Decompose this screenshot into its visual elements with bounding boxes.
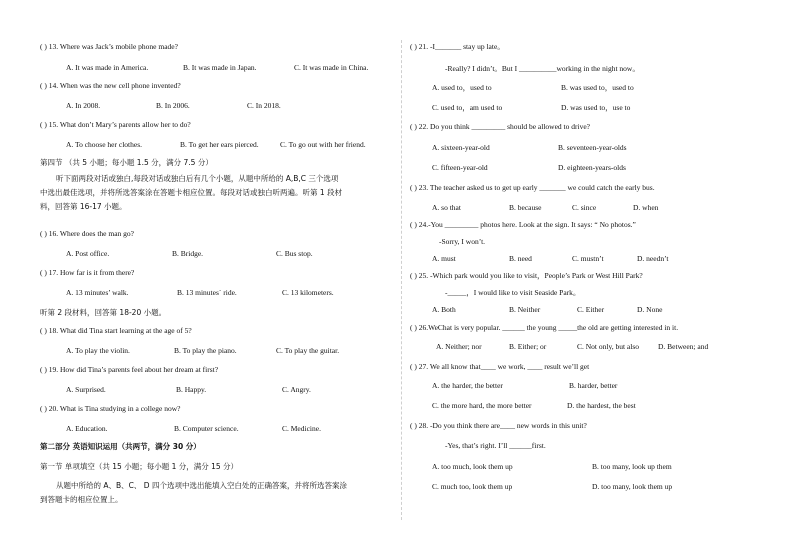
column-divider bbox=[401, 40, 402, 520]
q17-option-c: C. 13 kilometers. bbox=[282, 288, 334, 297]
q15-option-c: C. To go out with her friend. bbox=[280, 140, 366, 149]
q20-option-b: B. Computer science. bbox=[174, 424, 239, 433]
q16-option-a: A. Post office. bbox=[66, 249, 110, 258]
q22-option-a: A. sixteen-year-old bbox=[432, 143, 490, 152]
q25-option-a: A. Both bbox=[432, 305, 456, 314]
question-24-stem-2: -Sorry, I won’t. bbox=[439, 237, 486, 246]
q19-option-a: A. Surprised. bbox=[66, 385, 106, 394]
q25-option-d: D. None bbox=[637, 305, 663, 314]
q17-option-a: A. 13 minutes’ walk. bbox=[66, 288, 129, 297]
question-14-stem: ( ) 14. When was the new cell phone invented? bbox=[40, 81, 181, 90]
q24-option-b: B. need bbox=[509, 254, 532, 263]
question-27-stem: ( ) 27. We all know that____ we work, ____ result we’ll get bbox=[410, 362, 590, 371]
section-4-title: 第四节 （共 5 小题；每小题 1.5 分，满分 7.5 分） bbox=[40, 158, 213, 167]
material-2-instruction: 听第 2 段材料，回答第 18-20 小题。 bbox=[40, 308, 167, 317]
q14-option-c: C. In 2018. bbox=[247, 101, 281, 110]
question-18-stem: ( ) 18. What did Tina start learning at the age of 5? bbox=[40, 326, 192, 335]
question-25-stem: ( ) 25. -Which park would you like to visit，People’s Park or West Hill Park? bbox=[410, 271, 643, 280]
question-19-stem: ( ) 19. How did Tina’s parents feel about her dream at first? bbox=[40, 365, 219, 374]
q21-option-b: B. was used to，used to bbox=[561, 83, 634, 92]
question-28-stem-2: -Yes, that’s right. I’ll ______first. bbox=[445, 441, 546, 450]
part-2-heading: 第二部分 英语知识运用（共两节，满分 30 分） bbox=[40, 442, 201, 451]
question-26-stem: ( ) 26.WeChat is very popular. ______ the young _____the old are getting interested in it. bbox=[410, 323, 679, 332]
question-21-stem: ( ) 21. -I_______ stay up late。 bbox=[410, 42, 505, 51]
q24-option-a: A. must bbox=[432, 254, 456, 263]
q23-option-b: B. because bbox=[509, 203, 542, 212]
question-22-stem: ( ) 22. Do you think _________ should be allowed to drive? bbox=[410, 122, 590, 131]
q22-option-b: B. seventeen-year-olds bbox=[558, 143, 627, 152]
q17-option-b: B. 13 minutes` ride. bbox=[177, 288, 237, 297]
q13-option-b: B. It was made in Japan. bbox=[183, 63, 257, 72]
section-1-title: 第一节 单项填空（共 15 小题；每小题 1 分，满分 15 分） bbox=[40, 462, 239, 471]
section-4-instructions-1: 听下面两段对话或独白,每段对话或独白后有几个小题，从题中所给的 A,B,C 三个选项 bbox=[56, 174, 339, 183]
q13-option-a: A. It was made in America. bbox=[66, 63, 149, 72]
q21-option-d: D. was used to，use to bbox=[561, 103, 631, 112]
q14-option-a: A. In 2008. bbox=[66, 101, 101, 110]
q16-option-b: B. Bridge. bbox=[172, 249, 204, 258]
question-20-stem: ( ) 20. What is Tina studying in a college now? bbox=[40, 404, 181, 413]
q28-option-c: C. much too, look them up bbox=[432, 482, 513, 491]
q18-option-c: C. To play the guitar. bbox=[276, 346, 340, 355]
section-4-instructions-2: 中选出最佳选项，并将所选答案涂在答题卡相应位置。每段对话或独白听两遍。听第 1 段材 bbox=[40, 188, 343, 197]
q14-option-b: B. In 2006. bbox=[156, 101, 190, 110]
question-25-stem-2: -_____，I would like to visit Seaside Park。 bbox=[445, 288, 581, 297]
q25-option-b: B. Neither bbox=[509, 305, 541, 314]
q21-option-a: A. used to，used to bbox=[432, 83, 492, 92]
q27-option-a: A. the harder, the better bbox=[432, 381, 503, 390]
q27-option-b: B. harder, better bbox=[569, 381, 618, 390]
q22-option-d: D. eighteen-years-olds bbox=[558, 163, 626, 172]
question-28-stem: ( ) 28. -Do you think there are____ new words in this unit? bbox=[410, 421, 587, 430]
q28-option-b: B. too many, look up them bbox=[592, 462, 672, 471]
q26-option-c: C. Not only, but also bbox=[577, 342, 640, 351]
section-4-instructions-3: 料，回答第 16-17 小题。 bbox=[40, 202, 127, 211]
question-13-stem: ( ) 13. Where was Jack’s mobile phone made? bbox=[40, 42, 178, 51]
q19-option-c: C. Angry. bbox=[282, 385, 311, 394]
question-16-stem: ( ) 16. Where does the man go? bbox=[40, 229, 134, 238]
section-1-instructions-1: 从题中所给的 A、B、C、 D 四个选项中选出能填入空白处的正确答案，并将所选答案涂 bbox=[56, 481, 347, 490]
left-column bbox=[0, 0, 390, 544]
q15-option-b: B. To get her ears pierced. bbox=[180, 140, 259, 149]
q19-option-b: B. Happy. bbox=[176, 385, 207, 394]
q25-option-c: C. Either bbox=[577, 305, 605, 314]
q20-option-c: C. Medicine. bbox=[282, 424, 321, 433]
q20-option-a: A. Education. bbox=[66, 424, 108, 433]
question-15-stem: ( ) 15. What don’t Mary’s parents allow her to do? bbox=[40, 120, 191, 129]
q24-option-c: C. mustn’t bbox=[572, 254, 604, 263]
q23-option-c: C. since bbox=[572, 203, 597, 212]
question-24-stem: ( ) 24.-You _________ photos here. Look at the sign. It says: “ No photos.” bbox=[410, 220, 636, 229]
q13-option-c: C. It was made in China. bbox=[294, 63, 369, 72]
q28-option-d: D. too many, look them up bbox=[592, 482, 673, 491]
q16-option-c: C. Bus stop. bbox=[276, 249, 313, 258]
q26-option-b: B. Either; or bbox=[509, 342, 547, 351]
q18-option-a: A. To play the violin. bbox=[66, 346, 130, 355]
q22-option-c: C. fifteen-year-old bbox=[432, 163, 488, 172]
q26-option-d: D. Between; and bbox=[658, 342, 709, 351]
q18-option-b: B. To play the piano. bbox=[174, 346, 237, 355]
section-1-instructions-2: 到答题卡的相应位置上。 bbox=[40, 495, 123, 504]
right-column bbox=[405, 0, 794, 544]
q27-option-c: C. the more hard, the more better bbox=[432, 401, 532, 410]
question-23-stem: ( ) 23. The teacher asked us to get up early _______ we could catch the early bus. bbox=[410, 183, 655, 192]
q26-option-a: A. Neither; nor bbox=[436, 342, 482, 351]
q23-option-d: D. when bbox=[633, 203, 659, 212]
q15-option-a: A. To choose her clothes. bbox=[66, 140, 142, 149]
q21-option-c: C. used to，am used to bbox=[432, 103, 503, 112]
q27-option-d: D. the hardest, the best bbox=[567, 401, 636, 410]
question-17-stem: ( ) 17. How far is it from there? bbox=[40, 268, 135, 277]
q28-option-a: A. too much, look them up bbox=[432, 462, 513, 471]
q24-option-d: D. needn’t bbox=[637, 254, 669, 263]
question-21-stem-2: -Really? I didn’t。But I __________working in the night now。 bbox=[445, 64, 640, 73]
q23-option-a: A. so that bbox=[432, 203, 461, 212]
